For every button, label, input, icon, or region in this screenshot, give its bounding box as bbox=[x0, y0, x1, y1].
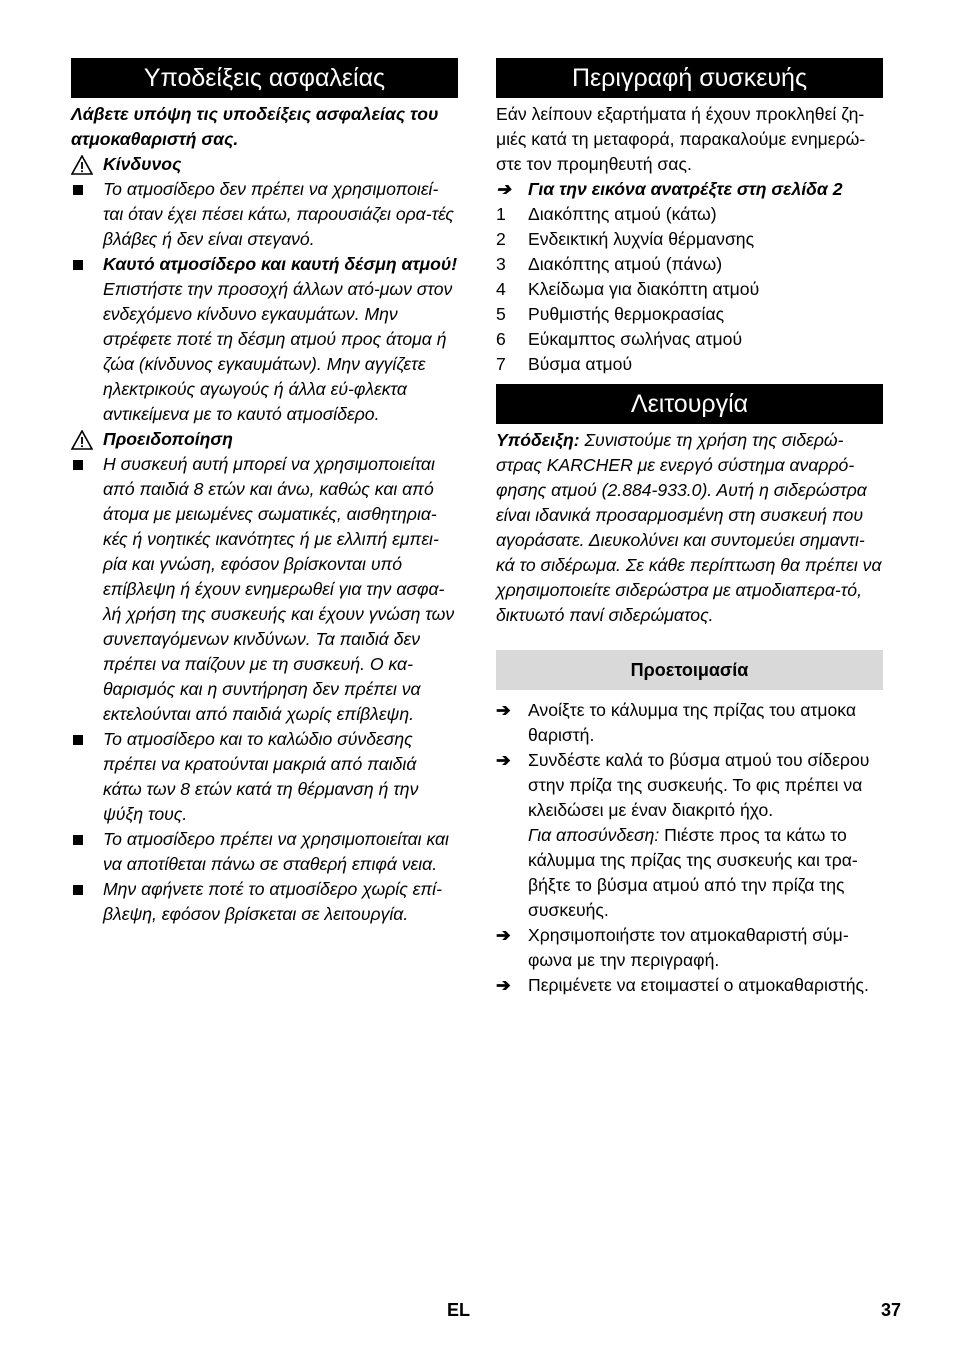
arrow-right-icon: ➔ bbox=[496, 750, 511, 770]
footer-language: EL bbox=[447, 1300, 471, 1320]
list-item bbox=[71, 252, 458, 427]
list-item-text: Μην αφήνετε ποτέ το ατμοσίδερο χωρίς επί-βλεψη, εφόσον βρίσκεται σε λειτουργία. bbox=[103, 879, 442, 924]
bullet-square-icon bbox=[73, 885, 83, 895]
figure-reference bbox=[496, 177, 883, 202]
list-item bbox=[496, 352, 883, 377]
part-label: Εύκαμπτος σωλήνας ατμού bbox=[528, 329, 743, 349]
list-item bbox=[496, 252, 883, 277]
note-text: Συνιστούμε τη χρήση της σιδερώ-στρας KARCHER με ενεργό σύστημα αναρρό-φησης ατμού (2.884-933.0). Αυτή η σιδερώστρα είναι ιδανικά προσαρμοσμένη στη συσκευή που αγοράσατε. Διευκολύνει και συντομεύει σημαντι-κά το σιδέρωμα. Σε κάθε περίπτωση θα πρέπει να χρησιμοποιείτε σιδερώστρα με ατμοδιαπερα-τό, δικτυωτό πανί σιδερώματος. bbox=[496, 430, 882, 625]
bullet-square-icon bbox=[73, 835, 83, 845]
part-label: Κλείδωμα για διακόπτη ατμού bbox=[528, 279, 760, 299]
arrow-right-icon: ➔ bbox=[496, 700, 511, 720]
description-intro: Εάν λείπουν εξαρτήματα ή έχουν προκληθεί ζη-μιές κατά τη μεταφορά, παρακαλούμε ενημερώ-στε τον προμηθευτή σας. bbox=[496, 104, 866, 174]
list-item bbox=[71, 177, 458, 252]
step-text: Συνδέστε καλά το βύσμα ατμού του σίδερου στην πρίζα της συσκευής. Το φις πρέπει να κλειδώσει με έναν διακριτό ήχο. bbox=[528, 750, 870, 820]
danger-label bbox=[71, 152, 458, 177]
part-number: 6 bbox=[496, 329, 506, 349]
list-item bbox=[71, 727, 458, 827]
description-column bbox=[496, 58, 883, 998]
warning-triangle-icon bbox=[71, 430, 93, 450]
page-number: 37 bbox=[881, 1300, 902, 1320]
operation-heading: Λειτουργία bbox=[496, 384, 883, 424]
note-label: Υπόδειξη: bbox=[496, 430, 580, 450]
list-item bbox=[496, 698, 883, 748]
bullet-square-icon bbox=[73, 735, 83, 745]
danger-label-text: Κίνδυνος bbox=[103, 154, 182, 174]
arrow-right-icon: ➔ bbox=[496, 179, 511, 199]
list-item-text: Το ατμοσίδερο δεν πρέπει να χρησιμοποιεί-ται όταν έχει πέσει κάτω, παρουσιάζει ορα-τές βλάβες ή δεν είναι στεγανό. bbox=[103, 179, 454, 249]
step-sub-label: Για αποσύνδεση: bbox=[528, 825, 660, 845]
safety-heading: Υποδείξεις ασφαλείας bbox=[71, 58, 458, 98]
warning-label-text: Προειδοποίηση bbox=[103, 429, 233, 449]
figure-reference-text: Για την εικόνα ανατρέξτε στη σελίδα 2 bbox=[528, 179, 843, 199]
list-item bbox=[496, 277, 883, 302]
part-number: 7 bbox=[496, 354, 506, 374]
bullet-square-icon bbox=[73, 260, 83, 270]
parts-list bbox=[496, 202, 883, 377]
part-number: 2 bbox=[496, 229, 506, 249]
part-label: Βύσμα ατμού bbox=[528, 354, 633, 374]
list-item bbox=[71, 827, 458, 877]
list-item bbox=[496, 227, 883, 252]
list-item bbox=[496, 202, 883, 227]
list-item-text: Η συσκευή αυτή μπορεί να χρησιμοποιείται από παιδιά 8 ετών και άνω, καθώς και από άτομα με μειωμένες σωματικές, αισθητηρια-κές ή νοητικές ικανότητες ή με ελλιπή εμπει-ρία και γνώση, εφόσον βρίσκονται υπό επίβλεψη ή έχουν ενημερωθεί για την ασφα-λή χρήση της συσκευής και έχουν γνώση των συνεπαγόμενων κινδύνων. Τα παιδιά δεν πρέπει να παίζουν με τη συσκευή. Ο κα-θαρισμός και η συντήρηση δεν πρέπει να εκτελούνται από παιδιά χωρίς επίβλεψη. bbox=[103, 454, 455, 724]
part-label: Διακόπτης ατμού (πάνω) bbox=[528, 254, 723, 274]
bullet-square-icon bbox=[73, 185, 83, 195]
warning-label bbox=[71, 427, 458, 452]
list-item bbox=[71, 877, 458, 927]
part-number: 1 bbox=[496, 204, 506, 224]
part-number: 3 bbox=[496, 254, 506, 274]
part-label: Ρυθμιστής θερμοκρασίας bbox=[528, 304, 725, 324]
list-item-text: Το ατμοσίδερο και το καλώδιο σύνδεσης πρέπει να κρατούνται μακριά από παιδιά κάτω των 8 ετών κατά τη θέρμανση ή την ψύξη τους. bbox=[103, 729, 419, 824]
part-label: Ενδεικτική λυχνία θέρμανσης bbox=[528, 229, 755, 249]
step-text: Περιμένετε να ετοιμαστεί ο ατμοκαθαριστής. bbox=[528, 975, 869, 995]
part-number: 4 bbox=[496, 279, 506, 299]
list-item bbox=[71, 452, 458, 727]
arrow-right-icon: ➔ bbox=[496, 925, 511, 945]
list-item bbox=[496, 327, 883, 352]
list-item bbox=[496, 973, 883, 998]
step-text: Χρησιμοποιήστε τον ατμοκαθαριστή σύμ-φωνα με την περιγραφή. bbox=[528, 925, 849, 970]
safety-column bbox=[71, 58, 458, 927]
list-item-text: Το ατμοσίδερο πρέπει να χρησιμοποιείται και να αποτίθεται πάνω σε σταθερή επιφά νεια. bbox=[103, 829, 449, 874]
list-item bbox=[496, 302, 883, 327]
part-label: Διακόπτης ατμού (κάτω) bbox=[528, 204, 717, 224]
step-sub-text: Πιέστε προς τα κάτω το κάλυμμα της πρίζας της συσκευής και τρα-βήξτε το βύσμα ατμού από την πρίζα της συσκευής. bbox=[528, 825, 858, 920]
operation-note bbox=[496, 428, 883, 628]
part-number: 5 bbox=[496, 304, 506, 324]
warning-triangle-icon bbox=[71, 155, 93, 175]
arrow-right-icon: ➔ bbox=[496, 975, 511, 995]
preparation-heading: Προετοιμασία bbox=[496, 650, 883, 690]
list-item-bold: Καυτό ατμοσίδερο και καυτή δέσμη ατμού! bbox=[103, 254, 458, 274]
list-item-text: Επιστήστε την προσοχή άλλων ατό-μων στον ενδεχόμενο κίνδυνο εγκαυμάτων. Μην στρέφετε ποτέ τη δέσμη ατμού προς άτομα ή ζώα (κίνδυνος εγκαυμάτων). Μην αγγίζετε ηλεκτρικούς αγωγούς ή άλλα εύ-φλεκτα αντικείμενα με το καυτό ατμοσίδερο. bbox=[103, 279, 453, 424]
step-text: Ανοίξτε το κάλυμμα της πρίζας του ατμοκα θαριστή. bbox=[528, 700, 856, 745]
list-item bbox=[496, 923, 883, 973]
description-heading: Περιγραφή συσκευής bbox=[496, 58, 883, 98]
list-item bbox=[496, 748, 883, 923]
bullet-square-icon bbox=[73, 460, 83, 470]
safety-intro: Λάβετε υπόψη τις υποδείξεις ασφαλείας του ατμοκαθαριστή σας. bbox=[71, 104, 439, 149]
